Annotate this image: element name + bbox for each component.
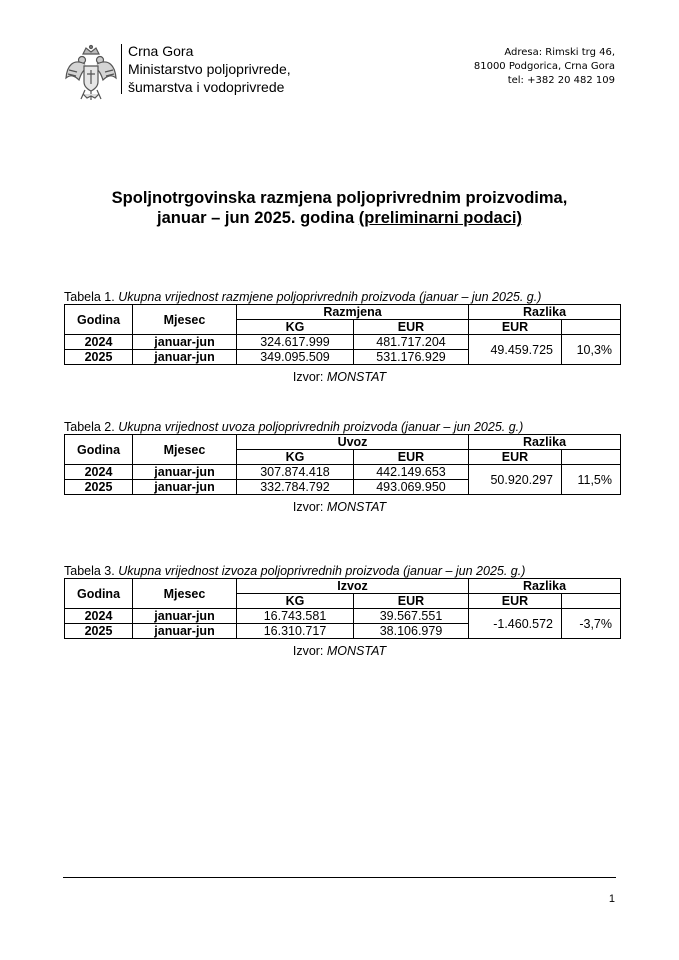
title-line-1: Spoljnotrgovinska razmjena poljoprivrednim proizvodima, [111,189,568,207]
row-eur: 442.149.653 [354,465,469,480]
row-kg: 307.874.418 [237,465,354,480]
header-razlika: Razlika [469,579,621,594]
header-group: Uvoz [237,435,469,450]
row-year: 2024 [65,335,133,350]
table-2-caption [64,420,523,434]
header-diff-pct [562,594,621,609]
table-row [65,609,621,624]
table-2-caption-text: Ukupna vrijednost uvoza poljoprivrednih proizvoda (januar – jun 2025. g.) [118,420,524,434]
header-mjesec: Mjesec [133,435,237,465]
header-kg: KG [237,320,354,335]
table-2-source-label: Izvor: [292,500,327,514]
row-eur: 38.106.979 [354,624,469,639]
address-line-1: Adresa: Rimski trg 46, [504,47,615,58]
table-3-caption-label: Tabela 3. [64,564,119,578]
address-line-2: 81000 Podgorica, Crna Gora [473,61,615,72]
row-kg: 349.095.509 [237,350,354,365]
diff-eur-value: -1.460.572 [469,609,562,639]
table-1-source-name: MONSTAT [326,370,387,384]
table-3 [64,578,621,639]
document-title [0,188,679,228]
table-3-source-label: Izvor: [292,644,327,658]
header-godina: Godina [65,435,133,465]
ministry-line-1: Crna Gora [128,43,194,59]
header-diff-eur: EUR [469,450,562,465]
table-3-caption-text: Ukupna vrijednost izvoza poljoprivrednih proizvoda (januar – jun 2025. g.) [118,564,526,578]
header-mjesec: Mjesec [133,305,237,335]
row-kg: 16.310.717 [237,624,354,639]
header-divider [121,44,122,94]
header-godina: Godina [65,579,133,609]
footer-rule [63,877,616,878]
table-2 [64,434,621,495]
row-year: 2024 [65,609,133,624]
table-row [65,465,621,480]
diff-pct-value: 10,3% [562,335,621,365]
row-month: januar-jun [133,335,237,350]
header-kg: KG [237,594,354,609]
table-2-source [0,500,679,514]
row-month: januar-jun [133,624,237,639]
table-1-source [0,370,679,384]
header-kg: KG [237,450,354,465]
title-preliminary-note: (preliminarni podaci) [358,209,522,227]
table-3-source [0,644,679,658]
header-razlika: Razlika [469,305,621,320]
page-number: 1 [608,893,615,905]
row-year: 2025 [65,350,133,365]
row-kg: 16.743.581 [237,609,354,624]
row-month: januar-jun [133,465,237,480]
row-year: 2024 [65,465,133,480]
header-eur: EUR [354,320,469,335]
header-eur: EUR [354,594,469,609]
diff-pct-value: 11,5% [562,465,621,495]
row-kg: 332.784.792 [237,480,354,495]
row-eur: 481.717.204 [354,335,469,350]
row-year: 2025 [65,480,133,495]
row-month: januar-jun [133,609,237,624]
title-line-2-prefix: januar – jun 2025. godina [157,209,359,227]
header-diff-eur: EUR [469,320,562,335]
header-godina: Godina [65,305,133,335]
header-diff-pct [562,320,621,335]
table-row [65,335,621,350]
table-3-source-name: MONSTAT [326,644,387,658]
header-diff-eur: EUR [469,594,562,609]
ministry-line-3: šumarstva i vodoprivrede [128,79,285,95]
row-eur: 493.069.950 [354,480,469,495]
title-line-2 [0,208,679,228]
diff-eur-value: 50.920.297 [469,465,562,495]
row-eur: 39.567.551 [354,609,469,624]
table-3-caption [64,564,525,578]
header-mjesec: Mjesec [133,579,237,609]
table-1 [64,304,621,365]
table-1-source-label: Izvor: [292,370,327,384]
row-year: 2025 [65,624,133,639]
coat-of-arms-icon [63,44,119,102]
row-month: januar-jun [133,350,237,365]
header-group: Izvoz [237,579,469,594]
ministry-name [128,42,291,96]
diff-pct-value: -3,7% [562,609,621,639]
table-1-caption-label: Tabela 1. [64,290,119,304]
header-diff-pct [562,450,621,465]
header-group: Razmjena [237,305,469,320]
table-2-caption-label: Tabela 2. [64,420,119,434]
header-eur: EUR [354,450,469,465]
ministry-address [474,46,615,88]
table-1-caption [64,290,541,304]
address-line-3: tel: +382 20 482 109 [507,75,615,86]
ministry-line-2: Ministarstvo poljoprivrede, [128,61,291,77]
table-2-source-name: MONSTAT [326,500,387,514]
table-1-caption-text: Ukupna vrijednost razmjene poljoprivrednih proizvoda (januar – jun 2025. g.) [118,290,542,304]
row-kg: 324.617.999 [237,335,354,350]
row-month: januar-jun [133,480,237,495]
diff-eur-value: 49.459.725 [469,335,562,365]
row-eur: 531.176.929 [354,350,469,365]
header-razlika: Razlika [469,435,621,450]
